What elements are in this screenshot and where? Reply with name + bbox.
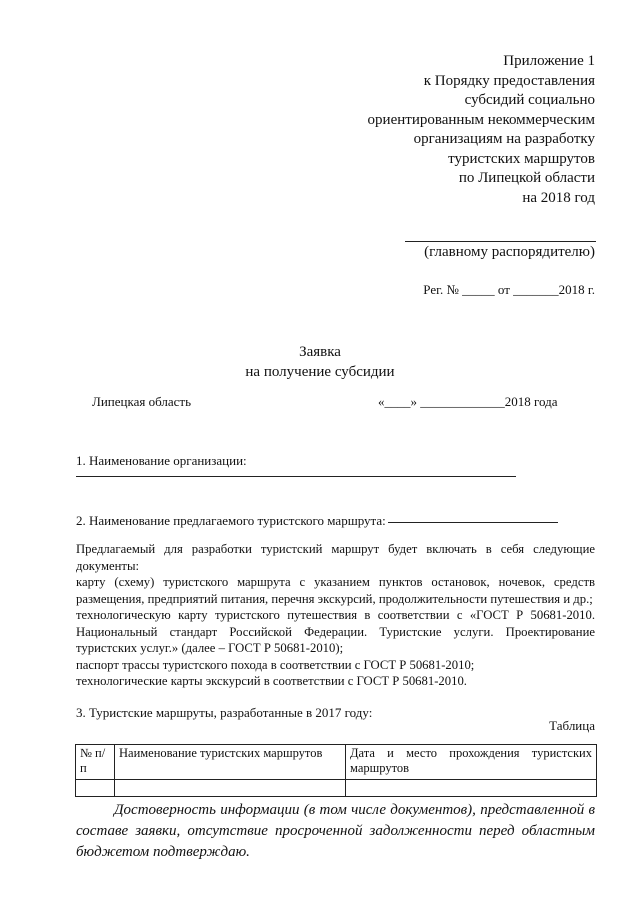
appendix-line: к Порядку предоставления bbox=[423, 72, 595, 89]
date-line: «____» _____________2018 года bbox=[378, 394, 558, 409]
appendix-line: туристских маршрутов bbox=[448, 150, 595, 167]
appendix-line: субсидий социально bbox=[464, 92, 595, 108]
table-row bbox=[76, 780, 597, 797]
header-number: № п/п bbox=[76, 745, 115, 780]
section1-label: 1. Наименование организации: bbox=[76, 453, 247, 468]
documents-intro: Предлагаемый для разработки туристский маршрут будет включать в себя следующие документы: bbox=[76, 542, 595, 573]
organization-name-blank[interactable] bbox=[76, 476, 516, 477]
table-header-row bbox=[76, 745, 597, 780]
table-cell[interactable] bbox=[115, 780, 346, 797]
appendix-line: на 2018 год bbox=[522, 189, 595, 206]
documents-paragraph bbox=[76, 541, 595, 690]
document-title bbox=[0, 342, 640, 382]
registration-line: Рег. № _____ от _______2018 г. bbox=[423, 282, 595, 297]
title-line: Заявка bbox=[299, 344, 341, 360]
appendix-header bbox=[368, 52, 595, 208]
section3-label: 3. Туристские маршруты, разработанные в 2017 году: bbox=[76, 705, 373, 720]
table-caption: Таблица bbox=[549, 718, 595, 733]
route-name-blank[interactable] bbox=[388, 522, 558, 523]
header-route-names: Наименование туристских маршрутов bbox=[115, 745, 346, 780]
confirmation-statement: Достоверность информации (в том числе документов), представленной в составе заявки, отсутствие просроченной задолженности перед областным бюджетом подтверждаю. bbox=[76, 802, 595, 860]
document-item: технологические карты экскурсий в соответствии с ГОСТ Р 50681-2010. bbox=[76, 674, 467, 688]
subtitle-line: на получение субсидии bbox=[245, 364, 395, 380]
appendix-line: по Липецкой области bbox=[458, 170, 595, 186]
header-date-place: Дата и место прохождения туристских маршрутов bbox=[346, 745, 597, 780]
document-item: карту (схему) туристского маршрута с указанием пунктов остановок, ночевок, средств размещения, предприятий питания, перечня экскурсий, продолжительности путешествия и др.; bbox=[76, 575, 595, 606]
section2-label: 2. Наименование предлагаемого туристского маршрута: bbox=[76, 513, 386, 528]
table-cell[interactable] bbox=[346, 780, 597, 797]
document-item: паспорт трассы туристского похода в соответствии с ГОСТ Р 50681-2010; bbox=[76, 657, 475, 672]
addressee-caption: (главному распорядителю) bbox=[424, 244, 595, 260]
appendix-line: Приложение 1 bbox=[503, 53, 595, 69]
document-item: технологическую карту туристского путешествия в соответствии с «ГОСТ Р 50681-2010. Национальный стандарт Российской Федерации. Туристские услуги. Проектирование туристских услуг.» (далее – ГОСТ Р 50681-2010); bbox=[76, 608, 595, 655]
region-label: Липецкая область bbox=[92, 394, 192, 409]
addressee-blank-line[interactable] bbox=[405, 241, 596, 242]
routes-table bbox=[75, 744, 597, 797]
table-cell[interactable] bbox=[76, 780, 115, 797]
appendix-line: ориентированным некоммерческим bbox=[367, 111, 595, 128]
appendix-line: организациям на разработку bbox=[413, 131, 595, 147]
